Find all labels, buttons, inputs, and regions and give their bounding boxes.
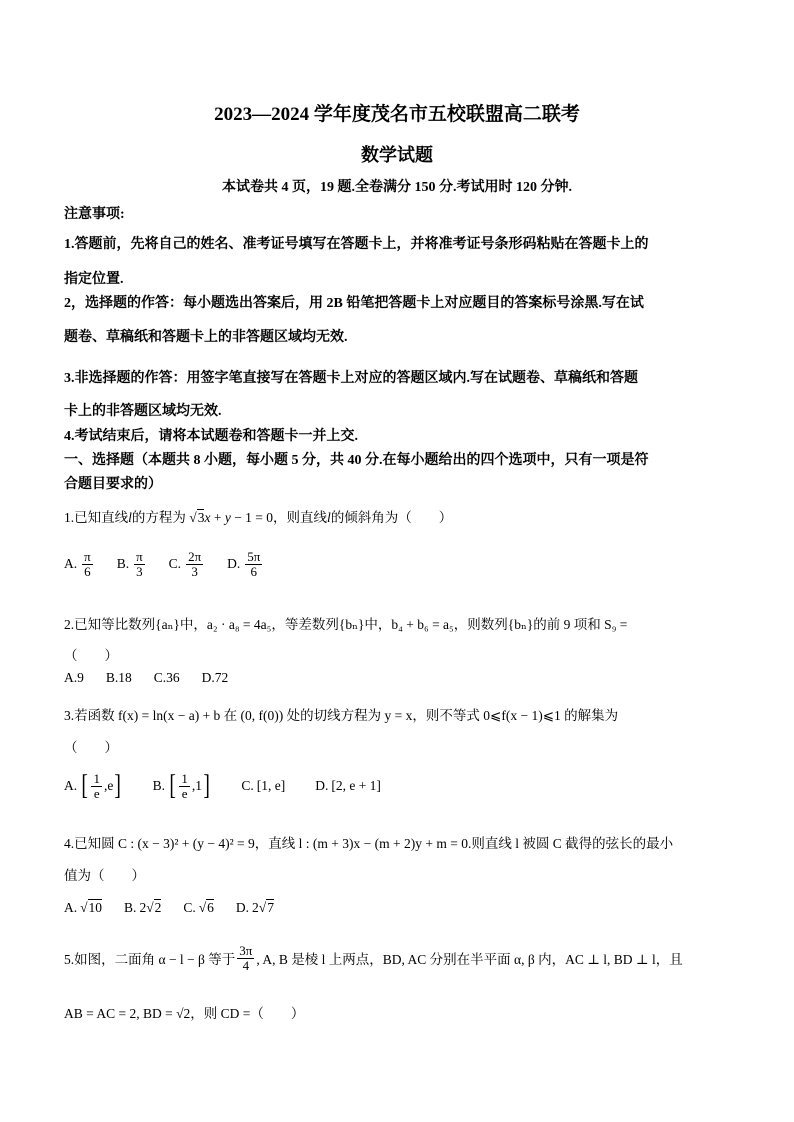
q4-option-d[interactable]: D. 2 √ 7 xyxy=(235,899,274,915)
notice-heading: 注意事项: xyxy=(64,207,125,222)
exam-title: 2023—2024 学年度茂名市五校联盟高二联考 xyxy=(214,104,580,125)
question-2: 2.已知等比数列{aₙ}中，a₂ · a₈ = 4a₅，等差数列{bₙ}中，b₄ + b₆ = a₅，则数列{bₙ}的前 9 项和 S₉ = xyxy=(64,617,628,632)
q1-option-d[interactable]: D. $\frac{5\pi}{6}$ xyxy=(227,549,261,579)
q1-suffix: 的倾斜角为（ ） xyxy=(330,510,453,525)
exam-subtitle: 数学试题 xyxy=(361,145,433,165)
q5-prefix: 5.如图，二面角 α − l − β 等于 xyxy=(64,952,236,968)
q5-fraction: $\frac{3\pi}{4}$ xyxy=(239,943,253,973)
section-heading-1: 一、选择题（本题共 8 小题，每小题 5 分，共 40 分.在每小题给出的四个选项中，只有一项是符 xyxy=(64,453,649,468)
q1-var: l xyxy=(128,510,132,525)
question-3-blank: （ ） xyxy=(64,740,118,755)
q2-option-c[interactable]: C.36 xyxy=(153,670,180,685)
question-1 xyxy=(64,506,452,526)
q1-equation: √3x + y − 1 = 0 xyxy=(189,510,274,525)
question-4-cont: 值为（ ） xyxy=(64,868,145,883)
q1-mid1: 的方程为 xyxy=(131,510,186,525)
q4-option-b[interactable]: B. 2 √ 2 xyxy=(124,899,162,915)
q1-option-a[interactable]: A. $\frac{\pi}{6}$ xyxy=(64,549,91,579)
q4-options xyxy=(64,899,296,916)
q1-var-2: l xyxy=(327,510,331,525)
q1-option-c[interactable]: C. $\frac{2\pi}{3}$ xyxy=(168,549,202,579)
notice-item-3a: 3.非选择题的作答：用签字笔直接写在答题卡上对应的答题区域内.写在试题卷、草稿纸和答题 xyxy=(64,371,638,386)
q3-option-c[interactable]: C. [1, e] xyxy=(241,778,286,794)
q2-option-b[interactable]: B.18 xyxy=(105,670,132,685)
q2-options xyxy=(64,670,250,686)
notice-item-1b: 指定位置. xyxy=(64,272,124,287)
q5-suffix: , A, B 是棱 l 上两点，BD, AC 分别在半平面 α, β 内，AC ⊥ l, BD ⊥ l，且 xyxy=(256,952,683,968)
q4-option-c[interactable]: C. √ 6 xyxy=(183,899,214,915)
question-4: 4.已知圆 C : (x − 3)² + (y − 4)² = 9，直线 l : (m + 3)x − (m + 2)y + m = 0.则直线 l 被圆 C 截得的弦长的最小 xyxy=(64,836,674,851)
question-3: 3.若函数 f(x) = ln(x − a) + b 在 (0, f(0)) 处的切线方程为 y = x，则不等式 0⩽f(x − 1)⩽1 的解集为 xyxy=(64,708,619,723)
notice-item-1a: 1.答题前，先将自己的姓名、准考证号填写在答题卡上，并将准考证号条形码粘贴在答题卡上的 xyxy=(64,237,649,252)
q2-option-d[interactable]: D.72 xyxy=(201,670,229,685)
q3-options xyxy=(64,772,403,800)
q3-option-d[interactable]: D. [2, e + 1] xyxy=(315,778,381,794)
notice-item-3b: 卡上的非答题区域均无效. xyxy=(64,404,222,419)
notice-item-2a: 2，选择题的作答：每小题选出答案后，用 2B 铅笔把答题卡上对应题目的答案标号涂黑.写在试 xyxy=(64,296,644,311)
q3-option-a[interactable]: A. [ $\frac{1}{e}$ ,e ] xyxy=(64,770,122,802)
q1-mid2: ，则直线 xyxy=(273,510,328,525)
q1-option-b[interactable]: B. $\frac{\pi}{3}$ xyxy=(116,549,143,579)
q1-prefix: 1.已知直线 xyxy=(64,510,129,525)
question-5-cont: AB = AC = 2, BD = √2，则 CD =（ ） xyxy=(64,1006,305,1021)
question-5 xyxy=(64,944,683,972)
exam-intro: 本试卷共 4 页，19 题.全卷满分 150 分.考试用时 120 分钟. xyxy=(222,180,572,195)
question-2-blank: （ ） xyxy=(64,648,118,663)
q2-option-a[interactable]: A.9 xyxy=(64,670,84,685)
q1-options xyxy=(64,550,286,578)
q3-option-b[interactable]: B. [ $\frac{1}{e}$ ,1 ] xyxy=(152,770,210,802)
section-heading-2: 合题目要求的） xyxy=(64,477,162,492)
notice-item-4: 4.考试结束后，请将本试题卷和答题卡一并上交. xyxy=(64,429,358,444)
q4-option-a[interactable]: A. √ 10 xyxy=(64,899,103,915)
notice-item-2b: 题卷、草稿纸和答题卡上的非答题区域均无效. xyxy=(64,330,348,345)
